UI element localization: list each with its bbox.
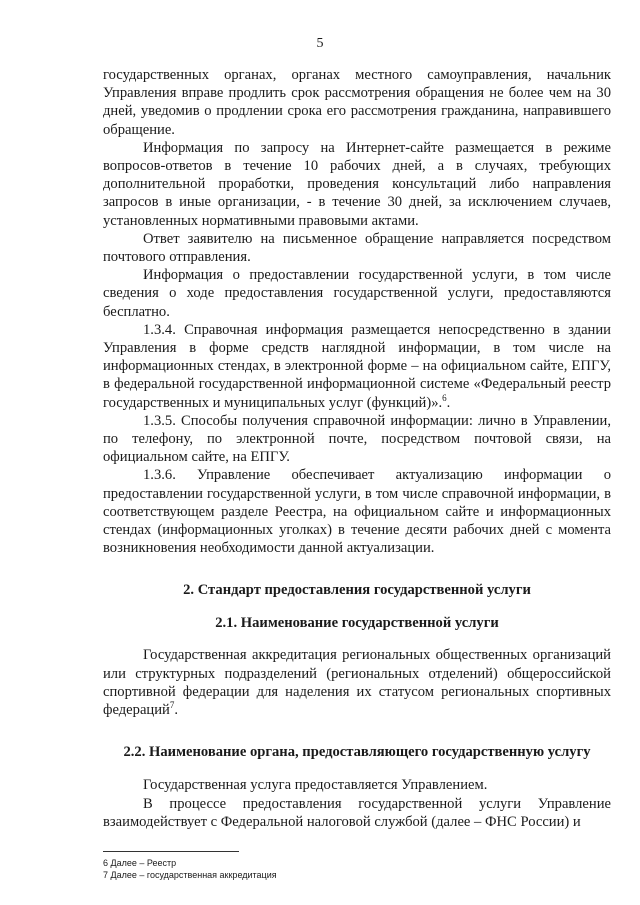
paragraph: Ответ заявителю на письменное обращение направляется посредством почтового отправления. xyxy=(103,230,611,266)
section-heading: 2. Стандарт предоставления государственной услуги xyxy=(183,582,531,599)
paragraph-1-3-6: 1.3.6. Управление обеспечивает актуализацию информации о предоставлении государственной услуги, в том числе справочной информации, в соответствующем разделе Реестра, на официальном сайте и информационных стендах (информационных уголках) в течение десяти рабочих дней с момента возникновения необходимости данной актуализации. xyxy=(103,467,611,557)
paragraph: Информация о предоставлении государственной услуги, в том числе сведения о ходе предоставления государственной услуги, предоставляются бесплатно. xyxy=(103,267,611,320)
footnote-marker: 7 xyxy=(169,700,175,711)
paragraph: Государственная услуга предоставляется Управлением. xyxy=(143,777,488,794)
paragraph-text: Государственная аккредитация региональных общественных организаций или структурных подразделений (региональных отделений) общероссийской спортивной федерации для наделения их статусом региональных спортивных федераций xyxy=(103,647,611,719)
paragraph: государственных органах, органах местного самоуправления, начальник Управления вправе продлить срок рассмотрения обращения не более чем на 30 дней, уведомив о продлении срока его рассмотрения гражданина, направившего обращение. xyxy=(103,67,611,138)
footnotes xyxy=(103,857,611,881)
page-number: 5 xyxy=(316,36,324,51)
paragraph-tail: . xyxy=(174,702,179,719)
subsection-heading: 2.2. Наименование органа, предоставляющего государственную услугу xyxy=(123,744,591,761)
service-name-paragraph xyxy=(103,646,611,719)
footnote: 6 Далее – Реестр xyxy=(103,858,177,868)
footnote: 7 Далее – государственная аккредитация xyxy=(103,870,277,880)
paragraph-text: 1.3.4. Справочная информация размещается непосредственно в здании Управления в форме средств наглядной информации, в том числе на информационных стендах, в электронной форме – на официальном сайте, ЕПГУ, в федеральной государственной информационной системе «Федеральный реестр государственных и муниципальных услуг (функций)». xyxy=(103,321,611,411)
paragraph-1-3-4: 1.3.4. Справочная информация размещается непосредственно в здании Управления в форме средств наглядной информации, в том числе на информационных стендах, в электронной форме – на официальном сайте, ЕПГУ, в федеральной государственной информационной системе «Федеральный реестр государственных и муниципальных услуг (функций)».$^6$. xyxy=(103,321,611,411)
footnote-marker: 6 xyxy=(442,392,447,403)
footnote-divider xyxy=(103,851,239,852)
paragraph-1-3-5: 1.3.5. Способы получения справочной информации: лично в Управлении, по телефону, по электронной почте, посредством почтовой связи, на официальном сайте, на ЕПГУ. xyxy=(103,412,611,466)
paragraph: Информация по запросу на Интернет-сайте размещается в режиме вопросов-ответов в течение 10 рабочих дней, а в случаях, требующих дополнительной проработки, проведения консультаций либо направления запросов в иные организации, - в течение 30 дней, за исключением случаев, установленных нормативными правовыми актами. xyxy=(103,139,611,229)
paragraph: В процессе предоставления государственной услуги Управление взаимодействует с Федеральной налоговой службой (далее – ФНС России) и xyxy=(103,795,611,830)
subsection-heading: 2.1. Наименование государственной услуги xyxy=(215,615,499,632)
body-text xyxy=(103,66,611,831)
